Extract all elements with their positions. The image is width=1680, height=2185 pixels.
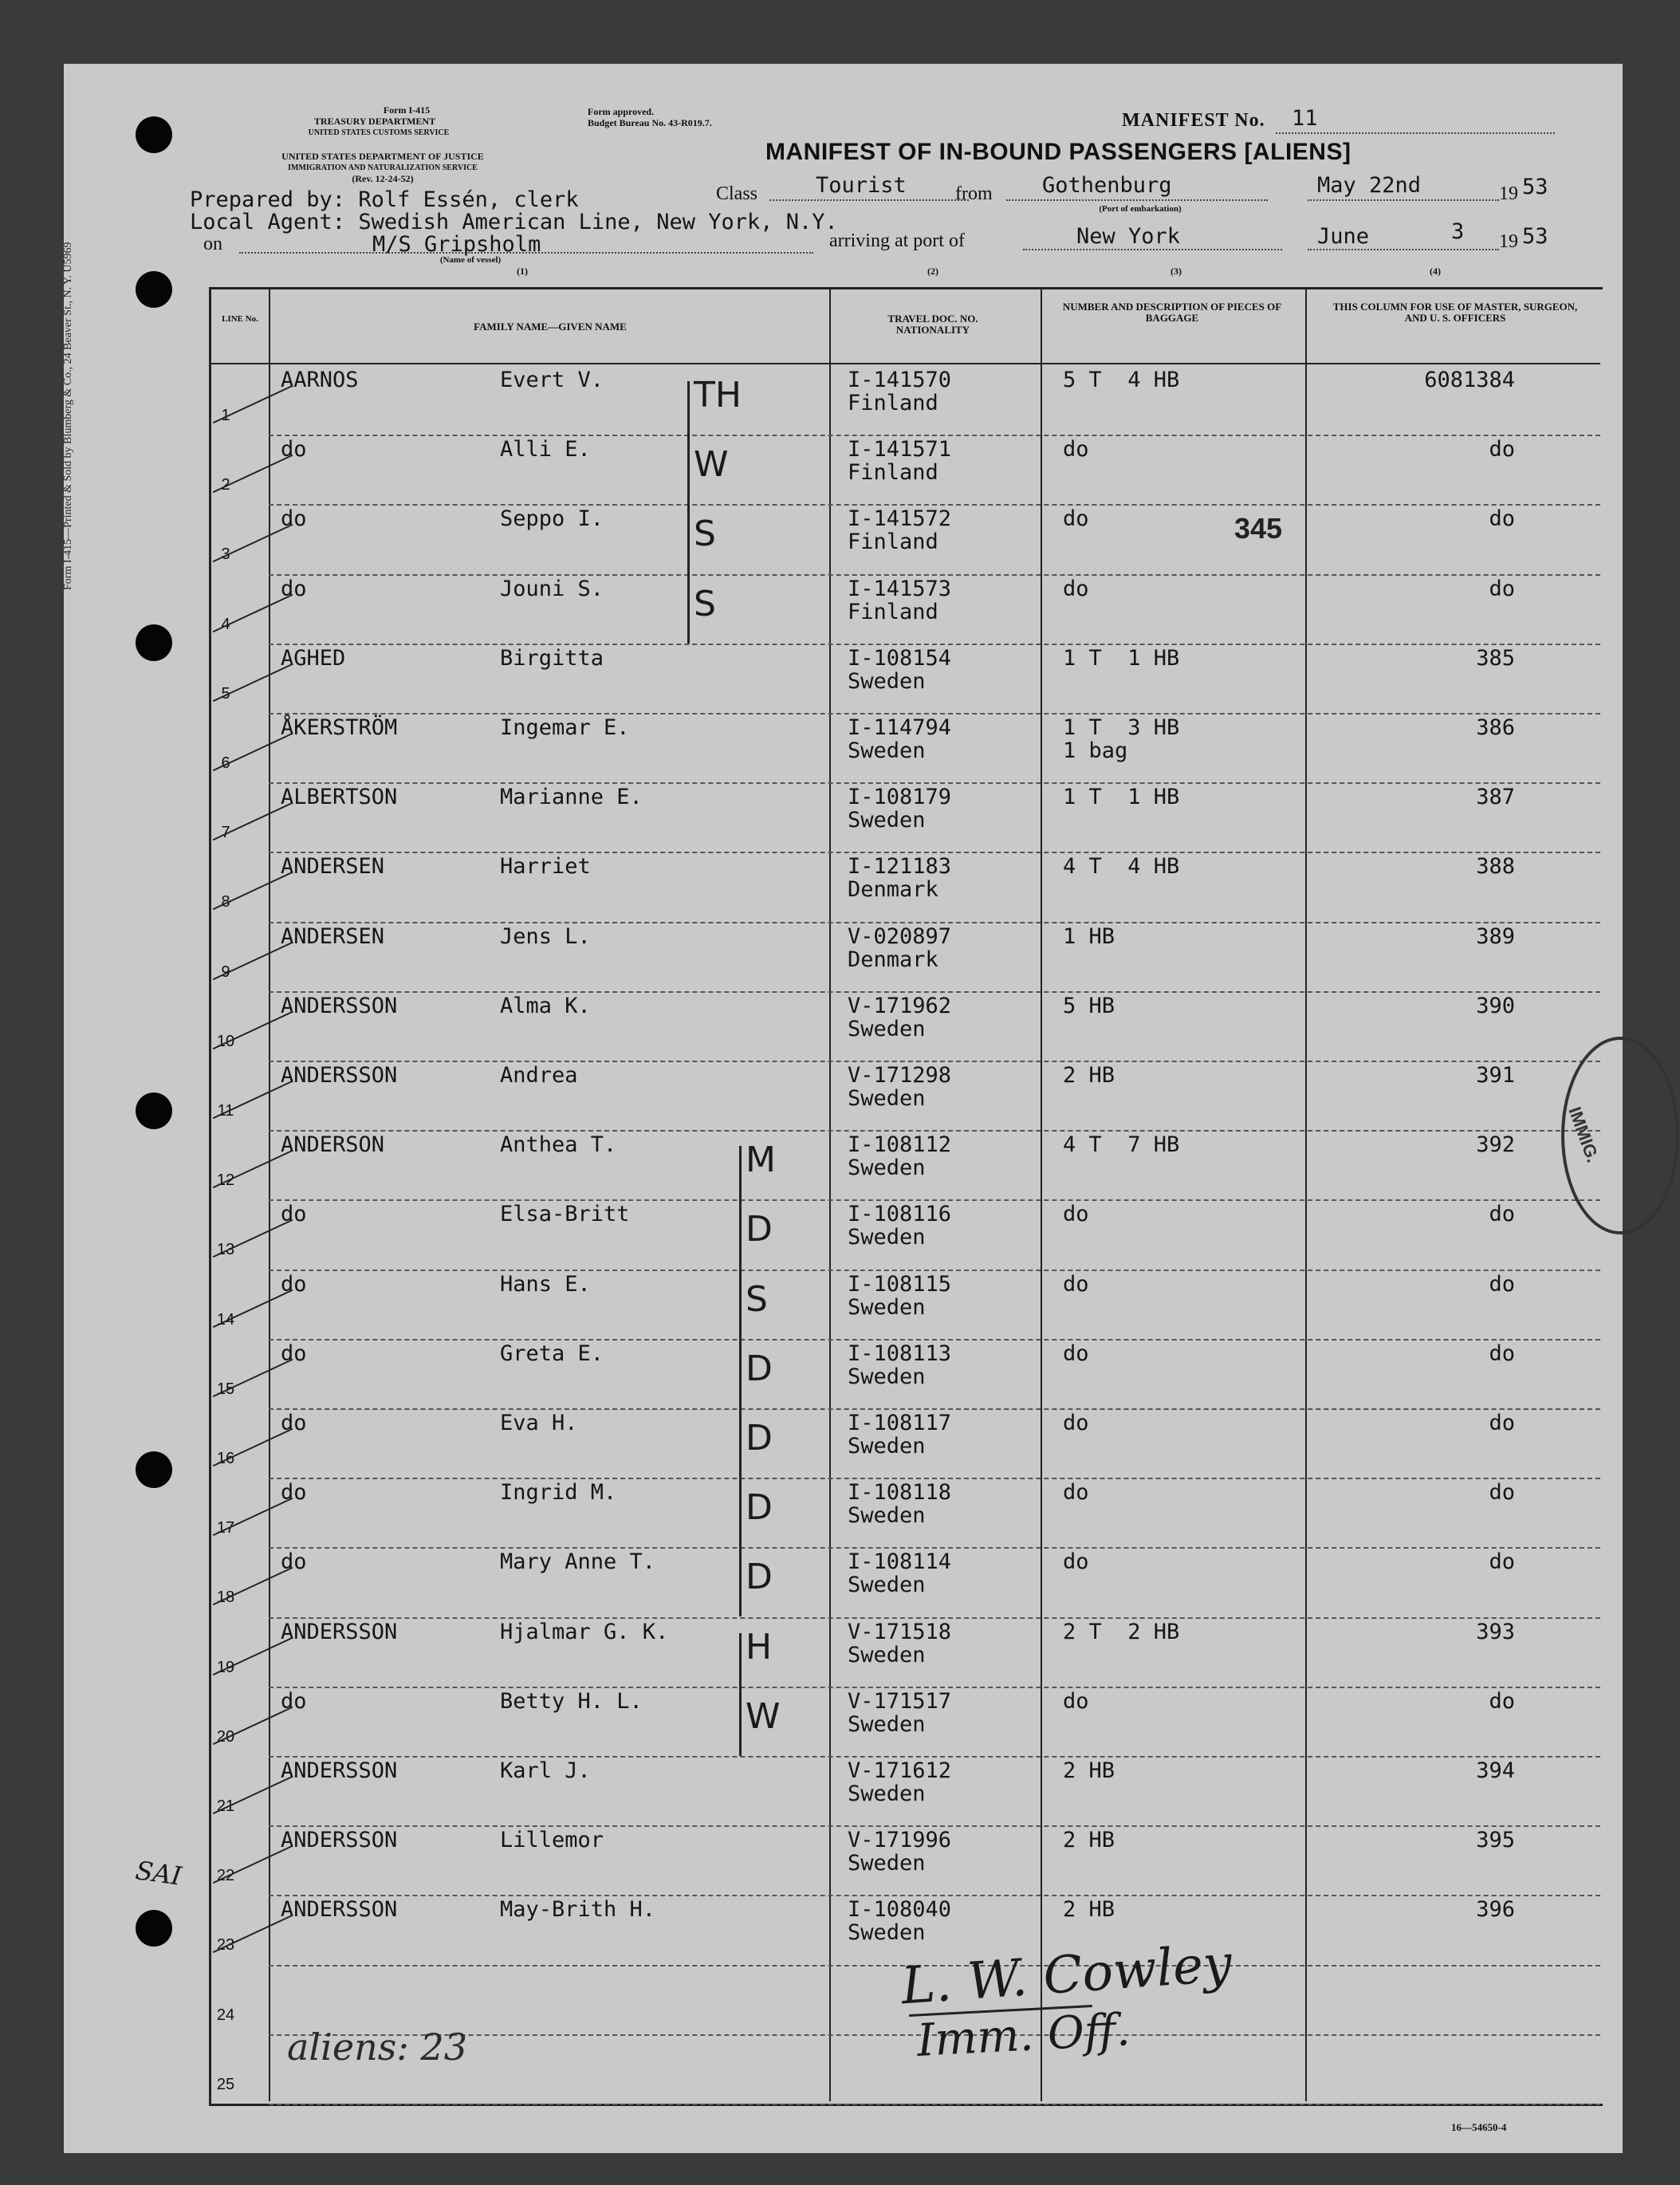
travel-doc-number: I-108179 — [848, 785, 952, 809]
revision: (Rev. 12-24-52) — [352, 173, 414, 184]
treasury-dept: TREASURY DEPARTMENT — [313, 116, 436, 127]
embarkation-date: May 22nd — [1317, 173, 1422, 198]
officer-column-value: 385 — [1476, 646, 1515, 671]
column-number-3: (3) — [1170, 266, 1182, 277]
line-number: 17 — [216, 1519, 235, 1537]
from-label: from — [955, 183, 993, 204]
punch-hole — [136, 1092, 172, 1129]
family-name: ANDERSSON — [281, 1758, 398, 1783]
travel-doc-number: I-108118 — [848, 1480, 952, 1505]
stamp-345: 345 — [1234, 512, 1283, 545]
baggage: do — [1063, 1689, 1089, 1714]
family-name: AARNOS — [281, 368, 359, 392]
relationship-mark: D — [746, 1418, 773, 1459]
family-name: do — [281, 577, 307, 601]
nationality: Sweden — [848, 1017, 926, 1041]
travel-doc-number: I-108112 — [848, 1132, 952, 1157]
printer-imprint: Form I-415—Printed & Sold by Blumberg & Co., 24 Beaver St., N. Y. U5969 — [62, 242, 74, 590]
line-number: 14 — [216, 1311, 235, 1329]
family-name: ANDERSEN — [281, 854, 385, 879]
relationship-mark: D — [746, 1348, 773, 1389]
manifest-label: MANIFEST No. — [1122, 110, 1265, 131]
travel-doc-number: I-121183 — [848, 854, 952, 879]
officer-column-value: 6081384 — [1424, 368, 1515, 392]
line-number: 15 — [216, 1380, 235, 1398]
given-name: Mary Anne T. — [500, 1549, 656, 1574]
officer-column-value: 392 — [1476, 1132, 1515, 1157]
baggage: 2 HB — [1063, 1897, 1115, 1922]
given-name: Elsa-Britt — [500, 1202, 630, 1226]
punch-hole — [136, 1910, 172, 1947]
form-approved: Form approved. — [588, 106, 655, 117]
baggage: 2 T 2 HB — [1063, 1620, 1180, 1644]
travel-doc-number: I-108117 — [848, 1411, 952, 1435]
family-name: do — [281, 1341, 307, 1366]
relationship-mark: W — [746, 1696, 781, 1737]
line-number: 18 — [216, 1589, 235, 1606]
given-name: Hjalmar G. K. — [500, 1620, 669, 1644]
officer-column-value: do — [1489, 1411, 1515, 1435]
family-name: do — [281, 1480, 307, 1505]
column-number-4: (4) — [1430, 266, 1441, 277]
line-number: 2 — [221, 476, 230, 494]
vessel-name: M/S Gripsholm — [372, 232, 541, 257]
family-name: AGHED — [281, 646, 346, 671]
line-number: 6 — [221, 754, 230, 772]
line-number: 1 — [221, 407, 230, 424]
given-name: Ingrid M. — [500, 1480, 617, 1505]
arrival-month: June — [1317, 224, 1370, 249]
officer-column-value: 390 — [1476, 994, 1515, 1018]
officer-column-value: do — [1489, 1202, 1515, 1226]
given-name: Ingemar E. — [500, 715, 630, 740]
baggage: 2 HB — [1063, 1828, 1115, 1852]
line-number: 22 — [216, 1867, 235, 1884]
nationality: Sweden — [848, 1643, 926, 1667]
nationality: Denmark — [848, 877, 938, 902]
line-number: 16 — [216, 1450, 235, 1467]
arrival-day: 3 — [1451, 219, 1465, 244]
line-number: 10 — [216, 1033, 235, 1050]
nationality: Finland — [848, 530, 938, 554]
nationality: Sweden — [848, 1851, 926, 1876]
travel-doc-number: I-141570 — [848, 368, 952, 392]
baggage: 1 T 1 HB — [1063, 785, 1180, 809]
officer-column-value: 386 — [1476, 715, 1515, 740]
line-number: 25 — [216, 2076, 235, 2093]
column-number-2: (2) — [927, 266, 938, 277]
manifest-number: 11 — [1292, 106, 1318, 131]
baggage-extra: 1 bag — [1063, 738, 1128, 763]
officer-column-value: 391 — [1476, 1063, 1515, 1088]
officer-column-value: 395 — [1476, 1828, 1515, 1852]
travel-doc-number: I-108040 — [848, 1897, 952, 1922]
budget-bureau: Budget Bureau No. 43-R019.7. — [588, 117, 712, 128]
vessel-caption: (Name of vessel) — [439, 255, 502, 265]
given-name: Alma K. — [500, 994, 591, 1018]
travel-doc-number: I-141571 — [848, 437, 952, 462]
line-number: 11 — [217, 1102, 234, 1120]
officer-column-value: 387 — [1476, 785, 1515, 809]
nationality: Sweden — [848, 1364, 926, 1389]
travel-doc-number: V-171518 — [848, 1620, 952, 1644]
line-number: 7 — [221, 824, 230, 841]
baggage: 4 T 4 HB — [1063, 854, 1180, 879]
travel-doc-number: I-141572 — [848, 506, 952, 531]
family-name: ANDERSSON — [281, 1897, 398, 1922]
given-name: Hans E. — [500, 1272, 591, 1297]
baggage: 5 HB — [1063, 994, 1115, 1018]
class-label: Class — [716, 183, 758, 204]
line-number: 9 — [221, 963, 230, 981]
given-name: Birgitta — [500, 646, 604, 671]
family-name: ANDERSEN — [281, 924, 385, 949]
relationship-mark: D — [746, 1487, 773, 1528]
line-number: 24 — [216, 2006, 235, 2024]
baggage: do — [1063, 437, 1089, 462]
given-name: Alli E. — [500, 437, 591, 462]
given-name: Jens L. — [500, 924, 591, 949]
baggage: do — [1063, 506, 1089, 531]
officer-title: Imm. Off. — [915, 2004, 1131, 2067]
officer-column-value: do — [1489, 1480, 1515, 1505]
family-name: ANDERSON — [281, 1132, 385, 1157]
baggage: do — [1063, 577, 1089, 601]
nationality: Sweden — [848, 1434, 926, 1459]
travel-doc-number: I-114794 — [848, 715, 952, 740]
officer-column-value: do — [1489, 437, 1515, 462]
punch-hole — [136, 1451, 172, 1488]
document-title: MANIFEST OF IN-BOUND PASSENGERS [ALIENS] — [765, 139, 1351, 165]
arrival-year: 53 — [1522, 224, 1548, 249]
nationality: Sweden — [848, 1573, 926, 1597]
family-name: do — [281, 1272, 307, 1297]
header-travel-doc: TRAVEL DOC. NO. NATIONALITY — [887, 313, 978, 336]
baggage: 1 T 3 HB — [1063, 715, 1180, 740]
nationality: Sweden — [848, 1712, 926, 1737]
port-caption: (Port of embarkation) — [1099, 204, 1182, 214]
officer-column-value: 388 — [1476, 854, 1515, 879]
punch-hole — [136, 116, 172, 153]
nationality: Denmark — [848, 947, 938, 972]
header-officers: THIS COLUMN FOR USE OF MASTER, SURGEON, AND U. S. OFFICERS — [1332, 301, 1578, 324]
line-number: 12 — [216, 1171, 235, 1189]
family-name: ANDERSSON — [281, 1828, 398, 1852]
officer-column-value: do — [1489, 1341, 1515, 1366]
baggage: do — [1063, 1272, 1089, 1297]
nationality: Sweden — [848, 1086, 926, 1111]
nationality: Sweden — [848, 738, 926, 763]
baggage: do — [1063, 1202, 1089, 1226]
punch-hole — [136, 624, 172, 661]
travel-doc-number: V-171996 — [848, 1828, 952, 1852]
port-of-arrival: New York — [1076, 224, 1181, 249]
nationality: Sweden — [848, 1295, 926, 1320]
aliens-total: aliens: 23 — [287, 2026, 467, 2069]
footer-code: 16—54650-4 — [1451, 2121, 1507, 2133]
family-name: ANDERSSON — [281, 1620, 398, 1644]
relationship-mark: S — [694, 514, 716, 554]
family-name: do — [281, 506, 307, 531]
given-name: Evert V. — [500, 368, 604, 392]
officer-signature: L. W. Cowley — [899, 1934, 1234, 2017]
family-name: do — [281, 1411, 307, 1435]
given-name: Andrea — [500, 1063, 578, 1088]
family-name: do — [281, 1689, 307, 1714]
travel-doc-number: V-171962 — [848, 994, 952, 1018]
travel-doc-number: I-108113 — [848, 1341, 952, 1366]
arriving-label: arriving at port of — [829, 230, 965, 251]
header-name: FAMILY NAME—GIVEN NAME — [474, 321, 627, 333]
line-number: 21 — [216, 1797, 235, 1815]
header-line-no: LINE No. — [222, 314, 258, 324]
port-of-embarkation: Gothenburg — [1042, 173, 1172, 198]
punch-hole — [136, 271, 172, 308]
relationship-mark: D — [746, 1557, 773, 1597]
baggage: 1 HB — [1063, 924, 1115, 949]
year-prefix-1: 19 — [1499, 183, 1518, 204]
nationality: Finland — [848, 460, 938, 485]
given-name: Lillemor — [500, 1828, 604, 1852]
given-name: Anthea T. — [500, 1132, 617, 1157]
travel-doc-number: I-141573 — [848, 577, 952, 601]
travel-doc-number: V-171612 — [848, 1758, 952, 1783]
line-number: 13 — [216, 1241, 235, 1258]
nationality: Finland — [848, 600, 938, 624]
given-name: Greta E. — [500, 1341, 604, 1366]
relationship-mark: H — [746, 1627, 773, 1667]
stamp-text: IMMIG. — [1564, 1104, 1603, 1165]
travel-doc-number: V-171517 — [848, 1689, 952, 1714]
baggage: 5 T 4 HB — [1063, 368, 1180, 392]
line-number: 5 — [221, 685, 230, 703]
officer-column-value: do — [1489, 506, 1515, 531]
officer-column-value: 393 — [1476, 1620, 1515, 1644]
nationality: Sweden — [848, 1503, 926, 1528]
given-name: Seppo I. — [500, 506, 604, 531]
relationship-mark: D — [746, 1209, 773, 1250]
baggage: do — [1063, 1341, 1089, 1366]
family-name: do — [281, 1549, 307, 1574]
baggage: 2 HB — [1063, 1758, 1115, 1783]
family-name: ÅKERSTRÖM — [281, 715, 398, 740]
nationality: Sweden — [848, 1225, 926, 1250]
given-name: Harriet — [500, 854, 591, 879]
family-name: do — [281, 1202, 307, 1226]
form-number: Form I-415 — [383, 104, 431, 116]
baggage: do — [1063, 1480, 1089, 1505]
embarkation-year: 53 — [1522, 175, 1548, 199]
column-number-1: (1) — [517, 266, 528, 277]
travel-doc-number: V-171298 — [848, 1063, 952, 1088]
officer-column-value: do — [1489, 1272, 1515, 1297]
given-name: Jouni S. — [500, 577, 604, 601]
nationality: Sweden — [848, 1781, 926, 1806]
family-name: do — [281, 437, 307, 462]
nationality: Sweden — [848, 808, 926, 833]
relationship-mark: W — [694, 444, 729, 485]
line-number: 19 — [216, 1659, 235, 1676]
line-number: 3 — [221, 545, 230, 563]
relationship-mark: S — [746, 1279, 768, 1320]
header-baggage: NUMBER AND DESCRIPTION OF PIECES OF BAGGAGE — [1062, 301, 1282, 324]
line-number: 23 — [216, 1936, 235, 1954]
local-agent: Local Agent: Swedish American Line, New York, N.Y. — [190, 210, 838, 234]
given-name: Karl J. — [500, 1758, 591, 1783]
nationality: Finland — [848, 391, 938, 415]
family-name: ALBERTSON — [281, 785, 398, 809]
nationality: Sweden — [848, 1920, 926, 1945]
customs-service: UNITED STATES CUSTOMS SERVICE — [308, 128, 450, 137]
line-number: 8 — [221, 893, 230, 911]
year-prefix-2: 19 — [1499, 231, 1518, 252]
officer-column-value: 389 — [1476, 924, 1515, 949]
baggage: do — [1063, 1549, 1089, 1574]
justice-dept: UNITED STATES DEPARTMENT OF JUSTICE — [281, 151, 484, 162]
nationality: Sweden — [848, 1155, 926, 1180]
baggage: do — [1063, 1411, 1089, 1435]
given-name: Marianne E. — [500, 785, 643, 809]
ins: IMMIGRATION AND NATURALIZATION SERVICE — [288, 163, 478, 172]
relationship-mark: S — [694, 584, 716, 624]
officer-column-value: do — [1489, 1689, 1515, 1714]
given-name: Betty H. L. — [500, 1689, 643, 1714]
travel-doc-number: I-108116 — [848, 1202, 952, 1226]
baggage: 4 T 7 HB — [1063, 1132, 1180, 1157]
given-name: May-Brith H. — [500, 1897, 656, 1922]
relationship-mark: TH — [694, 375, 742, 415]
class-value: Tourist — [816, 173, 907, 198]
officer-column-value: 394 — [1476, 1758, 1515, 1783]
on-label: on — [203, 234, 222, 254]
travel-doc-number: I-108114 — [848, 1549, 952, 1574]
family-name: ANDERSSON — [281, 1063, 398, 1088]
nationality: Sweden — [848, 669, 926, 694]
travel-doc-number: I-108115 — [848, 1272, 952, 1297]
baggage: 1 T 1 HB — [1063, 646, 1180, 671]
line-number: 20 — [216, 1728, 235, 1746]
baggage: 2 HB — [1063, 1063, 1115, 1088]
officer-column-value: do — [1489, 577, 1515, 601]
officer-column-value: do — [1489, 1549, 1515, 1574]
relationship-mark: M — [746, 1140, 776, 1180]
officer-column-value: 396 — [1476, 1897, 1515, 1922]
given-name: Eva H. — [500, 1411, 578, 1435]
travel-doc-number: I-108154 — [848, 646, 952, 671]
line-number: 4 — [221, 616, 230, 633]
travel-doc-number: V-020897 — [848, 924, 952, 949]
prepared-by: Prepared by: Rolf Essén, clerk — [190, 187, 579, 212]
sai-note: SAI — [133, 1855, 184, 1892]
family-name: ANDERSSON — [281, 994, 398, 1018]
